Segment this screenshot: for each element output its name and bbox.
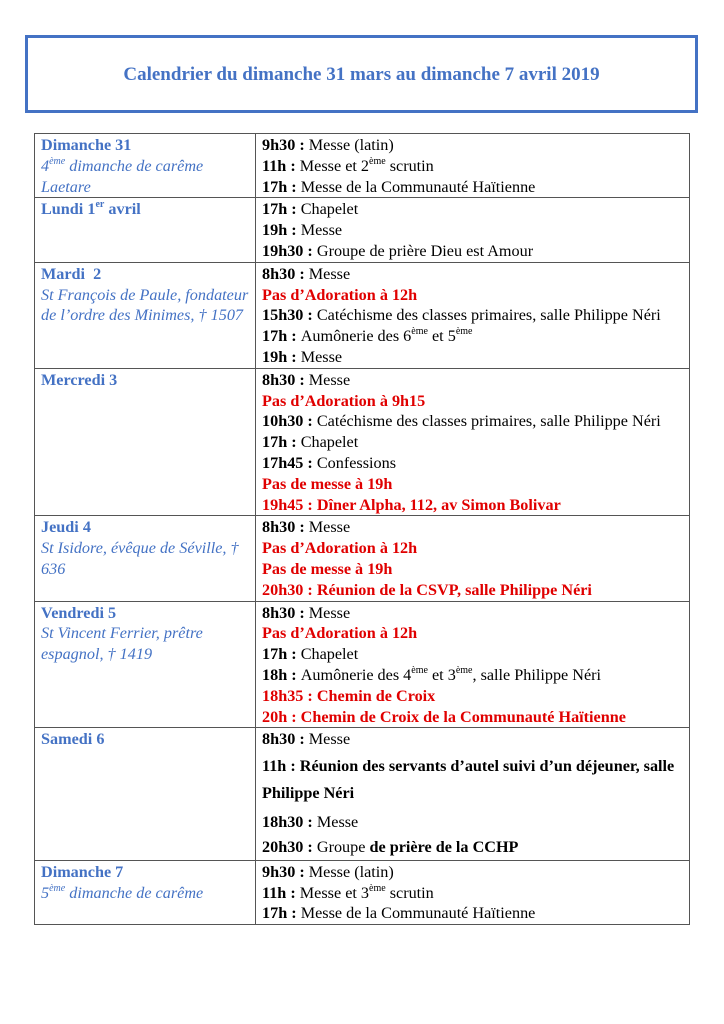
event-line-highlight: Pas d’Adoration à 12h — [262, 539, 418, 558]
event-line: 18h : Aumônerie des 4ème et 3ème, salle Philippe Néri — [262, 664, 602, 684]
day-note: St Isidore, évêque de Séville, † 636 — [41, 539, 239, 578]
day-cell — [35, 516, 256, 601]
event-line: 17h45 : Confessions — [262, 453, 397, 472]
events-cell — [256, 134, 690, 198]
event-line: 8h30 : Messe — [262, 370, 351, 389]
events-cell — [256, 860, 690, 924]
event-line-highlight: Pas d’Adoration à 12h — [262, 624, 418, 643]
events-cell — [256, 198, 690, 262]
day-name: Mercredi 3 — [41, 370, 118, 389]
day-name: Jeudi 4 — [41, 518, 91, 537]
events-cell — [256, 368, 690, 516]
event-line-highlight: 19h45 : Dîner Alpha, 112, av Simon Bolivar — [262, 495, 561, 514]
event-line-highlight: Pas de messe à 19h — [262, 474, 393, 493]
table-row — [35, 262, 690, 368]
day-note: 4ème dimanche de carême — [41, 155, 204, 175]
event-line: 8h30 : Messe — [262, 264, 351, 283]
day-name: Lundi 1er avril — [41, 199, 141, 219]
event-line-highlight: 20h : Chemin de Croix de la Communauté Haïtienne — [262, 707, 626, 726]
event-line: 8h30 : Messe — [262, 730, 351, 749]
day-cell — [35, 368, 256, 516]
event-line: 19h : Messe — [262, 347, 343, 366]
day-cell — [35, 728, 256, 860]
table-row — [35, 134, 690, 198]
event-line: 17h : Aumônerie des 6ème et 5ème — [262, 326, 473, 346]
event-line: 11h : Messe et 3ème scrutin — [262, 882, 434, 902]
day-cell — [35, 134, 256, 198]
event-line: 8h30 : Messe — [262, 518, 351, 537]
day-name: Dimanche 7 — [41, 862, 124, 881]
event-line-highlight: 20h30 : Réunion de la CSVP, salle Philippe Néri — [262, 580, 592, 599]
day-cell — [35, 860, 256, 924]
event-line: 19h30 : Groupe de prière Dieu est Amour — [262, 241, 534, 260]
day-note: 5ème dimanche de carême — [41, 882, 204, 902]
events-cell — [256, 601, 690, 728]
event-line: 15h30 : Catéchisme des classes primaires, salle Philippe Néri — [262, 306, 661, 325]
event-line: 20h30 : Groupe de prière de la CCHP — [262, 837, 519, 856]
page-title: Calendrier du dimanche 31 mars au dimanche 7 avril 2019 — [123, 64, 600, 85]
event-line-highlight: Pas d’Adoration à 9h15 — [262, 391, 426, 410]
event-line: 8h30 : Messe — [262, 603, 351, 622]
events-cell — [256, 728, 690, 860]
events-cell — [256, 516, 690, 601]
event-line: 17h : Chapelet — [262, 200, 359, 219]
event-line: 17h : Messe de la Communauté Haïtienne — [262, 904, 536, 923]
day-cell — [35, 601, 256, 728]
day-name: Dimanche 31 — [41, 136, 132, 154]
event-line: 17h : Chapelet — [262, 433, 359, 452]
day-cell — [35, 262, 256, 368]
day-note: St Vincent Ferrier, prêtre espagnol, † 1419 — [41, 624, 203, 664]
events-cell — [256, 262, 690, 368]
event-line-highlight: Pas d’Adoration à 12h — [262, 285, 418, 304]
table-row — [35, 368, 690, 516]
table-row — [35, 198, 690, 262]
table-row — [35, 728, 690, 860]
day-name: Samedi 6 — [41, 730, 105, 749]
event-line: 18h30 : Messe — [262, 813, 359, 832]
day-note: Laetare — [41, 177, 91, 196]
calendar-table — [34, 133, 690, 925]
event-line: 9h30 : Messe (latin) — [262, 136, 394, 154]
table-row — [35, 601, 690, 728]
day-note: St François de Paule, fondateur de l’ordre des Minimes, † 1507 — [41, 285, 249, 325]
event-line: 19h : Messe — [262, 221, 343, 240]
event-line: 10h30 : Catéchisme des classes primaires, salle Philippe Néri — [262, 412, 661, 431]
day-name: Mardi 2 — [41, 264, 102, 283]
event-line-bold: 11h : Réunion des servants d’autel suivi d’un déjeuner, salle Philippe Néri — [262, 757, 675, 803]
day-cell — [35, 198, 256, 262]
day-name: Vendredi 5 — [41, 603, 117, 622]
event-line-highlight: 18h35 : Chemin de Croix — [262, 686, 436, 705]
event-line: 11h : Messe et 2ème scrutin — [262, 155, 434, 175]
table-row — [35, 516, 690, 601]
event-line: 17h : Messe de la Communauté Haïtienne — [262, 177, 536, 196]
table-row — [35, 860, 690, 924]
event-line-highlight: Pas de messe à 19h — [262, 559, 393, 578]
title-box — [25, 35, 698, 113]
event-line: 17h : Chapelet — [262, 645, 359, 664]
event-line: 9h30 : Messe (latin) — [262, 862, 394, 881]
